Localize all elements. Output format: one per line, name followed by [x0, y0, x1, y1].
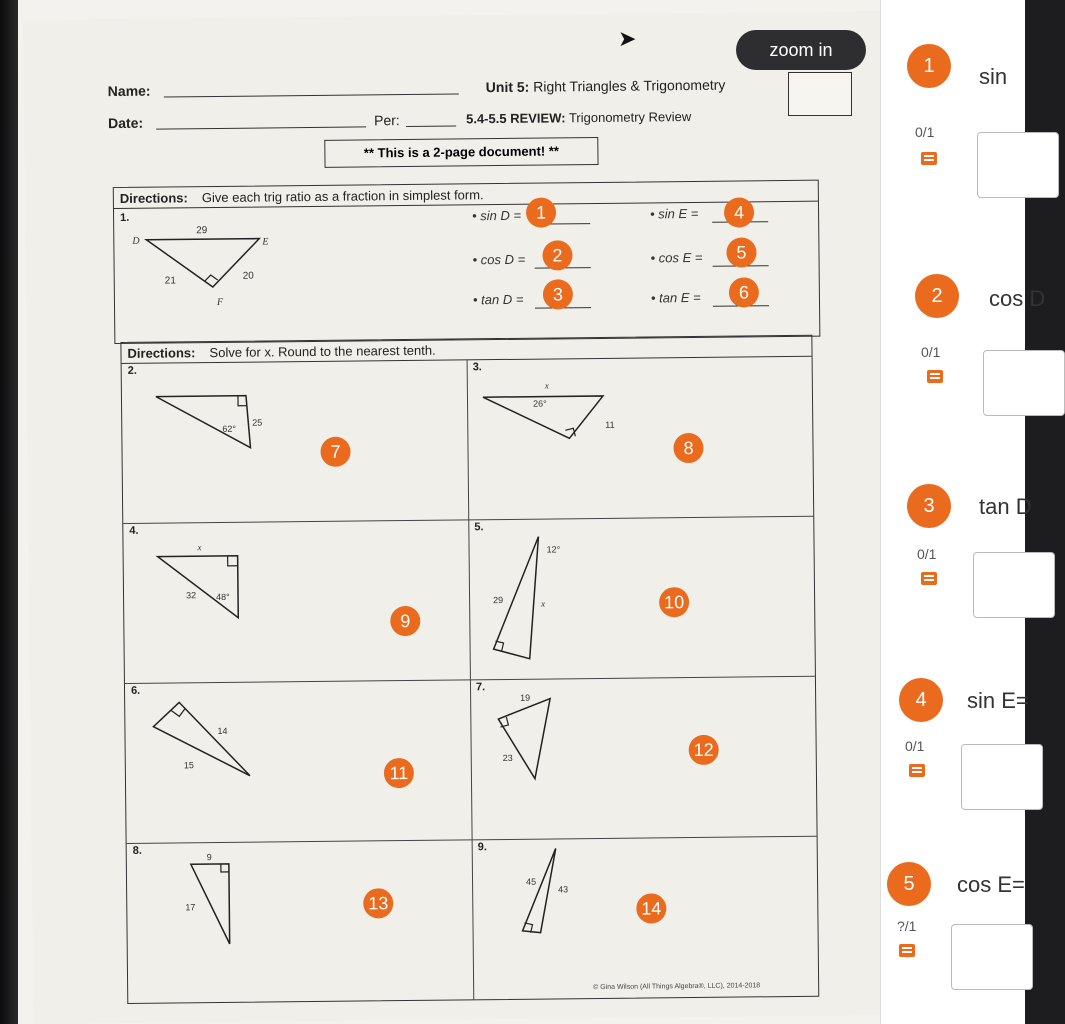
problem-7: 7. 19 23 12 — [470, 676, 817, 840]
q-sin-d: • sin D = — [471, 207, 522, 224]
screen — [18, 0, 1046, 1024]
badge-5: 5 — [726, 237, 756, 267]
triangle-7 — [490, 688, 591, 789]
problem-3: 3. 26° 11 x 8 — [467, 356, 814, 520]
review-label: 5.4-5.5 REVIEW: — [465, 110, 566, 127]
triangle-8 — [167, 851, 268, 962]
question-label: sin E= — [967, 688, 1029, 713]
svg-text:14: 14 — [217, 725, 228, 737]
device-bezel — [0, 0, 18, 1024]
question-score: 0/1 — [915, 124, 935, 140]
question-score: 0/1 — [921, 344, 941, 360]
comment-icon[interactable] — [899, 944, 915, 957]
comment-icon[interactable] — [921, 572, 937, 585]
directions-label-2: Directions: — [127, 345, 196, 361]
badge-7: 7 — [320, 437, 350, 467]
per-line — [406, 125, 456, 127]
svg-text:29: 29 — [493, 595, 504, 606]
triangle-9 — [492, 844, 593, 945]
vertex-d: D — [132, 235, 140, 247]
q-cos-d: • cos D = — [472, 251, 526, 268]
triangle-2 — [152, 381, 273, 452]
name-line — [164, 93, 459, 97]
comment-icon[interactable] — [909, 764, 925, 777]
problem-4: 4. x 32 48° 9 — [123, 519, 470, 683]
directions-text: Give each trig ratio as a fraction in simplest form. — [201, 187, 484, 206]
directions-text-2: Solve for x. Round to the nearest tenth. — [209, 342, 436, 361]
problem-number: 1. — [120, 211, 130, 224]
triangle-3 — [477, 378, 618, 449]
question-badge: 5 — [887, 862, 931, 906]
side-29: 29 — [196, 225, 208, 237]
answer-input[interactable] — [951, 924, 1033, 990]
svg-text:19: 19 — [520, 692, 531, 703]
per-label: Per: — [373, 112, 400, 129]
answer-input[interactable] — [973, 552, 1055, 618]
q-tan-d: • tan D = — [472, 291, 524, 308]
badge-13: 13 — [363, 888, 393, 918]
problem-2: 2. 62° 25 7 — [122, 359, 469, 523]
name-label: Name: — [107, 82, 151, 100]
comment-icon[interactable] — [927, 370, 943, 383]
svg-text:25: 25 — [252, 417, 263, 428]
triangle-def-diagram — [124, 222, 269, 313]
directions-label: Directions: — [119, 190, 188, 206]
question-badge: 4 — [899, 678, 943, 722]
svg-text:43: 43 — [558, 884, 569, 895]
question-score: ?/1 — [897, 918, 917, 934]
q-cos-e: • cos E = — [650, 249, 703, 266]
svg-text:62°: 62° — [222, 423, 236, 434]
answer-input[interactable] — [977, 132, 1059, 198]
svg-text:26°: 26° — [532, 398, 547, 409]
unit-title: Right Triangles & Trigonometry — [533, 76, 726, 95]
svg-text:12°: 12° — [546, 544, 561, 555]
svg-text:x: x — [197, 542, 202, 553]
comment-icon[interactable] — [921, 152, 937, 165]
problem-8: 8. 9 17 13 — [127, 839, 474, 1003]
answer-box — [788, 72, 852, 116]
problem-5: 5. 12° 29 x 10 — [468, 516, 815, 680]
copyright-footer: © Gina Wilson (All Things Algebra®, LLC), 2014-2018 — [593, 982, 761, 992]
triangle-4 — [153, 537, 274, 628]
svg-text:15: 15 — [183, 760, 194, 771]
question-label: cos E= — [957, 872, 1025, 897]
answer-sidebar — [880, 0, 1046, 1024]
side-20: 20 — [242, 270, 254, 282]
svg-text:11: 11 — [605, 419, 615, 430]
triangle-6 — [149, 695, 270, 786]
badge-2: 2 — [542, 240, 572, 270]
svg-text:32: 32 — [185, 590, 197, 601]
badge-3: 3 — [543, 279, 573, 309]
badge-14: 14 — [636, 893, 666, 923]
question-badge: 2 — [915, 274, 959, 318]
svg-text:9: 9 — [206, 852, 212, 863]
q-tan-e: • tan E = — [650, 289, 701, 306]
badge-12: 12 — [689, 735, 719, 765]
vertex-f: F — [216, 296, 224, 308]
problem-9: 9. 45 43 14 — [472, 836, 819, 1000]
vertex-e: E — [262, 236, 269, 248]
badge-6: 6 — [729, 277, 759, 307]
date-line — [156, 126, 366, 129]
badge-11: 11 — [384, 758, 414, 788]
answer-input[interactable] — [961, 744, 1043, 810]
question-badge: 1 — [907, 44, 951, 88]
problem-6: 6. 14 15 11 — [125, 679, 472, 843]
svg-text:17: 17 — [185, 902, 196, 913]
side-21: 21 — [164, 275, 176, 287]
badge-8: 8 — [673, 433, 703, 463]
question-score: 0/1 — [917, 546, 937, 562]
badge-1: 1 — [526, 197, 556, 227]
mouse-cursor-icon: ➤ — [618, 26, 637, 51]
badge-4: 4 — [724, 197, 754, 227]
answer-input[interactable] — [983, 350, 1065, 416]
badge-10: 10 — [659, 587, 689, 617]
section-trig-ratios — [113, 180, 821, 344]
date-label: Date: — [108, 114, 144, 132]
question-label: sin — [979, 64, 1008, 89]
unit-label: Unit 5: — [485, 78, 530, 96]
svg-text:x: x — [541, 598, 546, 609]
q-sin-e: • sin E = — [649, 205, 699, 222]
svg-text:48°: 48° — [216, 591, 230, 603]
question-label: cos D — [989, 286, 1046, 311]
review-title: Trigonometry Review — [568, 109, 692, 126]
section-solve-x — [120, 335, 819, 1004]
worksheet-photo — [23, 11, 893, 1024]
svg-text:23: 23 — [502, 752, 513, 764]
triangle-5 — [488, 532, 589, 673]
zoom-in-button[interactable]: zoom in — [736, 30, 866, 70]
two-page-note: ** This is a 2-page document! ** — [324, 137, 598, 168]
question-label: tan D — [979, 494, 1032, 519]
badge-9: 9 — [390, 606, 420, 636]
svg-text:45: 45 — [525, 876, 537, 887]
question-score: 0/1 — [905, 738, 925, 754]
svg-text:x: x — [544, 380, 549, 391]
question-badge: 3 — [907, 484, 951, 528]
